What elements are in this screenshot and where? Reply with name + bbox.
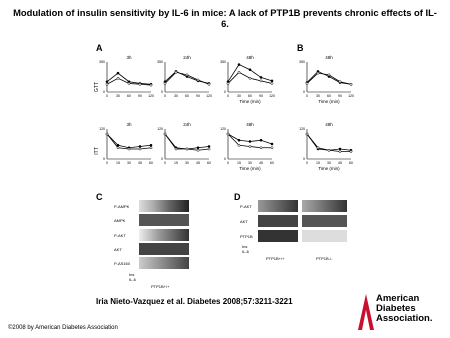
y-tick-label: 0 — [224, 157, 226, 161]
chart-title: 48h — [325, 55, 333, 60]
blot-band — [139, 243, 189, 255]
y-tick-label: 0 — [303, 90, 305, 94]
data-point — [227, 82, 229, 84]
x-tick-label: 0 — [306, 94, 308, 98]
x-tick-label: 0 — [227, 94, 229, 98]
x-tick-label: 120 — [148, 94, 154, 98]
data-point — [238, 71, 240, 73]
data-point — [175, 148, 177, 150]
data-point — [306, 82, 308, 84]
blot-label: P-AMPK — [114, 204, 130, 209]
data-point — [238, 63, 240, 65]
x-tick-label: 30 — [174, 94, 178, 98]
data-point — [328, 149, 330, 151]
data-point — [117, 72, 119, 74]
x-axis-label: Time (min) — [318, 99, 340, 104]
data-point — [227, 133, 229, 135]
x-tick-label: 60 — [149, 161, 153, 165]
il6-label: IL-6 — [129, 277, 136, 282]
x-tick-label: 45 — [138, 161, 142, 165]
data-point — [197, 147, 199, 149]
x-tick-label: 0 — [106, 94, 108, 98]
chart-title: 24h — [183, 55, 191, 60]
data-point — [150, 84, 152, 86]
x-tick-label: 90 — [338, 94, 342, 98]
data-point — [350, 83, 352, 85]
x-tick-label: 0 — [164, 94, 166, 98]
x-tick-label: 30 — [116, 94, 120, 98]
x-tick-label: 60 — [349, 161, 353, 165]
data-point — [164, 82, 166, 84]
data-point — [106, 81, 108, 83]
data-point — [139, 148, 141, 150]
data-point — [249, 140, 251, 142]
data-point — [271, 80, 273, 82]
ada-logo — [356, 290, 444, 332]
x-tick-label: 15 — [316, 161, 320, 165]
data-point — [139, 145, 141, 147]
chart-title: 3h — [126, 55, 132, 60]
data-point — [260, 76, 262, 78]
x-tick-label: 90 — [259, 94, 263, 98]
series-line — [107, 134, 151, 148]
blot-label: AKT — [114, 247, 122, 252]
data-point — [117, 147, 119, 149]
logo-line: American — [376, 293, 420, 304]
x-tick-label: 60 — [248, 94, 252, 98]
y-tick-label: 350 — [299, 60, 305, 64]
data-point — [150, 144, 152, 146]
x-tick-label: 0 — [306, 161, 308, 165]
x-axis-label: Time (min) — [239, 166, 261, 171]
data-point — [208, 83, 210, 85]
logo-line: Diabetes — [376, 303, 416, 314]
x-tick-label: 90 — [196, 94, 200, 98]
x-tick-label: 60 — [327, 94, 331, 98]
data-point — [208, 145, 210, 147]
itt-axis-label: ITT — [93, 147, 100, 155]
blot-band — [302, 200, 347, 212]
blot-band — [258, 215, 298, 227]
x-tick-label: 120 — [348, 94, 354, 98]
blot-band — [139, 257, 189, 269]
y-tick-label: 0 — [224, 90, 226, 94]
y-tick-label: 120 — [99, 127, 105, 131]
blot-label: P-AKT — [114, 233, 126, 238]
panel-label-d: D — [234, 192, 241, 202]
blot-band — [258, 200, 298, 212]
x-tick-label: 60 — [270, 161, 274, 165]
blot-band — [258, 230, 298, 242]
x-axis-label: Time (min) — [318, 166, 340, 171]
x-tick-label: 30 — [248, 161, 252, 165]
blot-band — [139, 229, 189, 241]
genotype-label: PTP1B+/+ — [151, 284, 170, 289]
logo-line: Association. — [376, 313, 433, 324]
blot-label: AKT — [240, 219, 248, 224]
y-tick-label: 0 — [161, 157, 163, 161]
y-tick-label: 350 — [220, 60, 226, 64]
x-tick-label: 45 — [259, 161, 263, 165]
panel-label-c: C — [96, 192, 103, 202]
y-tick-label: 0 — [103, 157, 105, 161]
x-tick-label: 60 — [127, 94, 131, 98]
data-point — [238, 144, 240, 146]
blot-band — [139, 200, 189, 212]
data-point — [128, 148, 130, 150]
data-point — [271, 82, 273, 84]
ins-label: Ins — [242, 244, 248, 249]
data-point — [128, 82, 130, 84]
data-point — [208, 148, 210, 150]
x-tick-label: 30 — [237, 94, 241, 98]
data-point — [197, 79, 199, 81]
chart-title: 48h — [246, 122, 254, 127]
data-point — [175, 71, 177, 73]
data-point — [339, 148, 341, 150]
x-tick-label: 120 — [206, 94, 212, 98]
data-point — [249, 77, 251, 79]
data-point — [317, 72, 319, 74]
data-point — [186, 74, 188, 76]
chart-title: 3h — [126, 122, 132, 127]
x-tick-label: 45 — [338, 161, 342, 165]
x-tick-label: 15 — [237, 161, 241, 165]
blot-label: P-AKT — [240, 204, 252, 209]
data-point — [260, 147, 262, 149]
data-point — [317, 147, 319, 149]
x-tick-label: 0 — [106, 161, 108, 165]
data-point — [106, 133, 108, 135]
data-point — [306, 133, 308, 135]
x-tick-label: 30 — [327, 161, 331, 165]
x-tick-label: 15 — [174, 161, 178, 165]
data-point — [260, 139, 262, 141]
data-point — [139, 83, 141, 85]
y-tick-label: 120 — [299, 127, 305, 131]
x-tick-label: 30 — [316, 94, 320, 98]
y-tick-label: 120 — [157, 127, 163, 131]
chart-title: 24h — [183, 122, 191, 127]
y-tick-label: 0 — [103, 90, 105, 94]
genotype-label-left: PTP1B+/+ — [266, 256, 285, 261]
blot-panel-d — [240, 198, 360, 268]
gtt-axis-label: GTT — [94, 82, 100, 92]
data-point — [106, 83, 108, 85]
x-tick-label: 45 — [196, 161, 200, 165]
blot-label: PTP1B — [240, 234, 253, 239]
blot-label: P-AS160 — [114, 261, 131, 266]
data-point — [117, 77, 119, 79]
ada-logo-icon — [356, 292, 376, 332]
data-point — [186, 148, 188, 150]
il6-label: IL-6 — [242, 249, 249, 254]
series-line — [165, 134, 209, 149]
data-point — [164, 133, 166, 135]
x-tick-label: 0 — [164, 161, 166, 165]
blot-band — [302, 230, 347, 242]
x-tick-label: 120 — [269, 94, 275, 98]
y-tick-label: 0 — [303, 157, 305, 161]
chart-title: 48h — [246, 55, 254, 60]
x-tick-label: 15 — [116, 161, 120, 165]
data-point — [249, 145, 251, 147]
y-tick-label: 120 — [220, 127, 226, 131]
blot-band — [139, 214, 189, 226]
slide-title: Modulation of insulin sensitivity by IL-6 in mice: A lack of PTP1B prevents chronic effects of IL-6. — [13, 7, 437, 29]
blot-band — [302, 215, 347, 227]
panel-label-b: B — [297, 43, 304, 53]
data-point — [339, 150, 341, 152]
x-tick-label: 90 — [138, 94, 142, 98]
blot-label: AMPK — [114, 218, 126, 223]
panel-label-a: A — [96, 43, 103, 53]
x-tick-label: 30 — [127, 161, 131, 165]
copyright: ©2008 by American Diabetes Association — [8, 325, 118, 331]
y-tick-label: 350 — [99, 60, 105, 64]
series-line — [307, 134, 351, 152]
x-tick-label: 60 — [185, 94, 189, 98]
blot-panel-c — [114, 198, 234, 288]
data-point — [238, 139, 240, 141]
data-point — [249, 69, 251, 71]
x-axis-label: Time (min) — [239, 99, 261, 104]
citation: Iria Nieto-Vazquez et al. Diabetes 2008;57:3211-3221 — [96, 297, 293, 306]
data-point — [260, 80, 262, 82]
chart-title: 48h — [325, 122, 333, 127]
data-point — [328, 74, 330, 76]
y-tick-label: 350 — [157, 60, 163, 64]
y-tick-label: 0 — [161, 90, 163, 94]
ada-logo-text — [376, 294, 433, 324]
x-tick-label: 0 — [227, 161, 229, 165]
data-point — [150, 147, 152, 149]
data-point — [271, 143, 273, 145]
data-point — [271, 147, 273, 149]
x-tick-label: 30 — [185, 161, 189, 165]
data-point — [197, 149, 199, 151]
data-point — [117, 144, 119, 146]
ins-label: Ins — [129, 272, 135, 277]
data-point — [350, 150, 352, 152]
data-point — [339, 81, 341, 83]
x-tick-label: 60 — [207, 161, 211, 165]
genotype-label-right: PTP1B-/- — [316, 256, 333, 261]
